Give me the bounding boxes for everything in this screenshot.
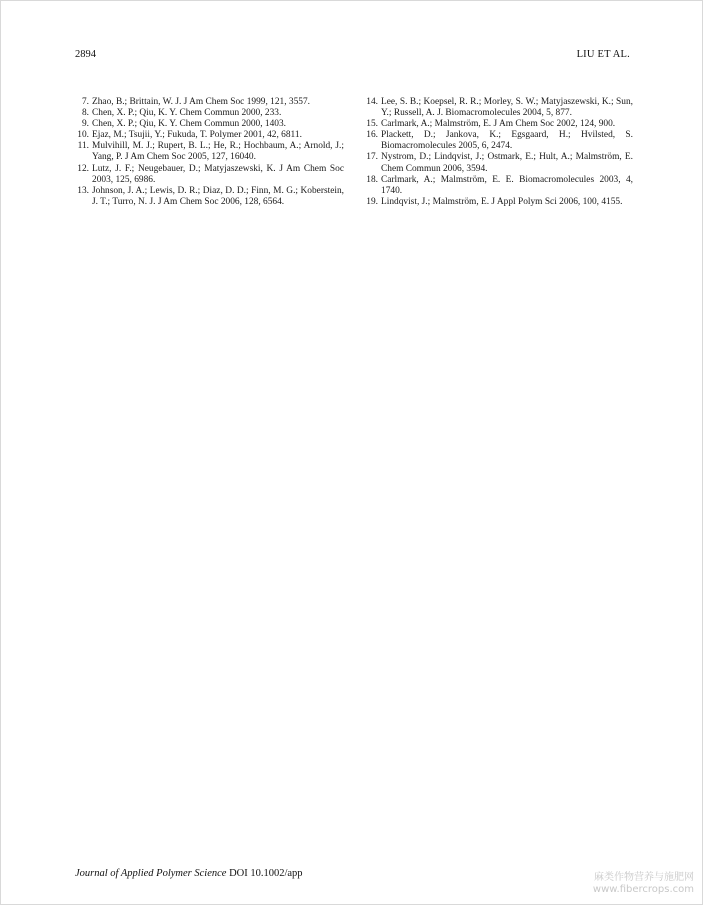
reference-item bbox=[365, 119, 633, 130]
reference-number: 11. bbox=[77, 141, 89, 152]
reference-number: 18. bbox=[366, 174, 378, 185]
reference-number: 9. bbox=[81, 119, 89, 130]
reference-item bbox=[365, 130, 633, 152]
reference-text: Chen, X. P.; Qiu, K. Y. Chem Commun 2000, 1403. bbox=[92, 119, 287, 130]
reference-text: Nystrom, D.; Lindqvist, J.; Ostmark, E.; Hult, A.; Malmström, E. Chem Commun 2006, 3594. bbox=[381, 152, 633, 174]
site-watermark bbox=[593, 872, 694, 896]
reference-item bbox=[365, 197, 633, 208]
running-head: LIU ET AL. bbox=[576, 49, 630, 60]
reference-item bbox=[76, 186, 344, 208]
reference-item bbox=[365, 97, 633, 119]
reference-text: Johnson, J. A.; Lewis, D. R.; Diaz, D. D.; Finn, M. G.; Koberstein, J. T.; Turro, N. J. J Am Chem Soc 2006, 128, 6564. bbox=[92, 185, 344, 207]
page-number: 2894 bbox=[75, 49, 96, 60]
watermark-chinese: 麻类作物营养与施肥网 bbox=[594, 872, 694, 883]
reference-number: 13. bbox=[77, 185, 89, 196]
reference-text: Ejaz, M.; Tsujii, Y.; Fukuda, T. Polymer 2001, 42, 6811. bbox=[92, 130, 302, 141]
reference-text: Carlmark, A.; Malmström, E. E. Biomacromolecules 2003, 4, 1740. bbox=[381, 174, 633, 196]
reference-text: Lee, S. B.; Koepsel, R. R.; Morley, S. W.; Matyjaszewski, K.; Sun, Y.; Russell, A. J. Biomacromolecules 2004, 5, 877. bbox=[381, 97, 633, 119]
reference-item bbox=[76, 119, 344, 130]
reference-text: Lindqvist, J.; Malmström, E. J Appl Polym Sci 2006, 100, 4155. bbox=[381, 196, 623, 207]
reference-text: Lutz, J. F.; Neugebauer, D.; Matyjaszewski, K. J Am Chem Soc 2003, 125, 6986. bbox=[92, 163, 344, 185]
journal-name: Journal of Applied Polymer Science bbox=[75, 868, 227, 879]
reference-number: 7. bbox=[81, 97, 89, 107]
references-right-column bbox=[365, 97, 633, 208]
reference-number: 12. bbox=[77, 163, 89, 174]
reference-number: 17. bbox=[366, 152, 378, 163]
reference-item bbox=[365, 175, 633, 197]
reference-text: Chen, X. P.; Qiu, K. Y. Chem Commun 2000, 233. bbox=[92, 108, 282, 119]
reference-number: 16. bbox=[366, 130, 378, 141]
reference-text: Zhao, B.; Brittain, W. J. J Am Chem Soc 1999, 121, 3557. bbox=[92, 97, 310, 107]
reference-number: 8. bbox=[81, 108, 89, 119]
reference-text: Mulvihill, M. J.; Rupert, B. L.; He, R.; Hochbaum, A.; Arnold, J.; Yang, P. J Am Chem Soc 2005, 127, 16040. bbox=[92, 141, 344, 163]
journal-footer bbox=[75, 868, 303, 879]
doi-text: DOI 10.1002/app bbox=[229, 868, 303, 879]
reference-item bbox=[76, 97, 344, 108]
reference-item bbox=[76, 130, 344, 141]
reference-item bbox=[76, 141, 344, 163]
reference-text: Carlmark, A.; Malmström, E. J Am Chem Soc 2002, 124, 900. bbox=[381, 119, 616, 130]
reference-number: 15. bbox=[366, 119, 378, 130]
reference-number: 10. bbox=[77, 130, 89, 141]
references-left-column bbox=[76, 97, 344, 208]
watermark-url: www.fibercrops.com bbox=[592, 884, 694, 895]
reference-item bbox=[76, 164, 344, 186]
reference-number: 19. bbox=[366, 196, 378, 207]
reference-item bbox=[76, 108, 344, 119]
reference-item bbox=[365, 152, 633, 174]
reference-text: Plackett, D.; Jankova, K.; Egsgaard, H.; Hvilsted, S. Biomacromolecules 2005, 6, 2474. bbox=[381, 130, 633, 152]
reference-number: 14. bbox=[366, 97, 378, 107]
